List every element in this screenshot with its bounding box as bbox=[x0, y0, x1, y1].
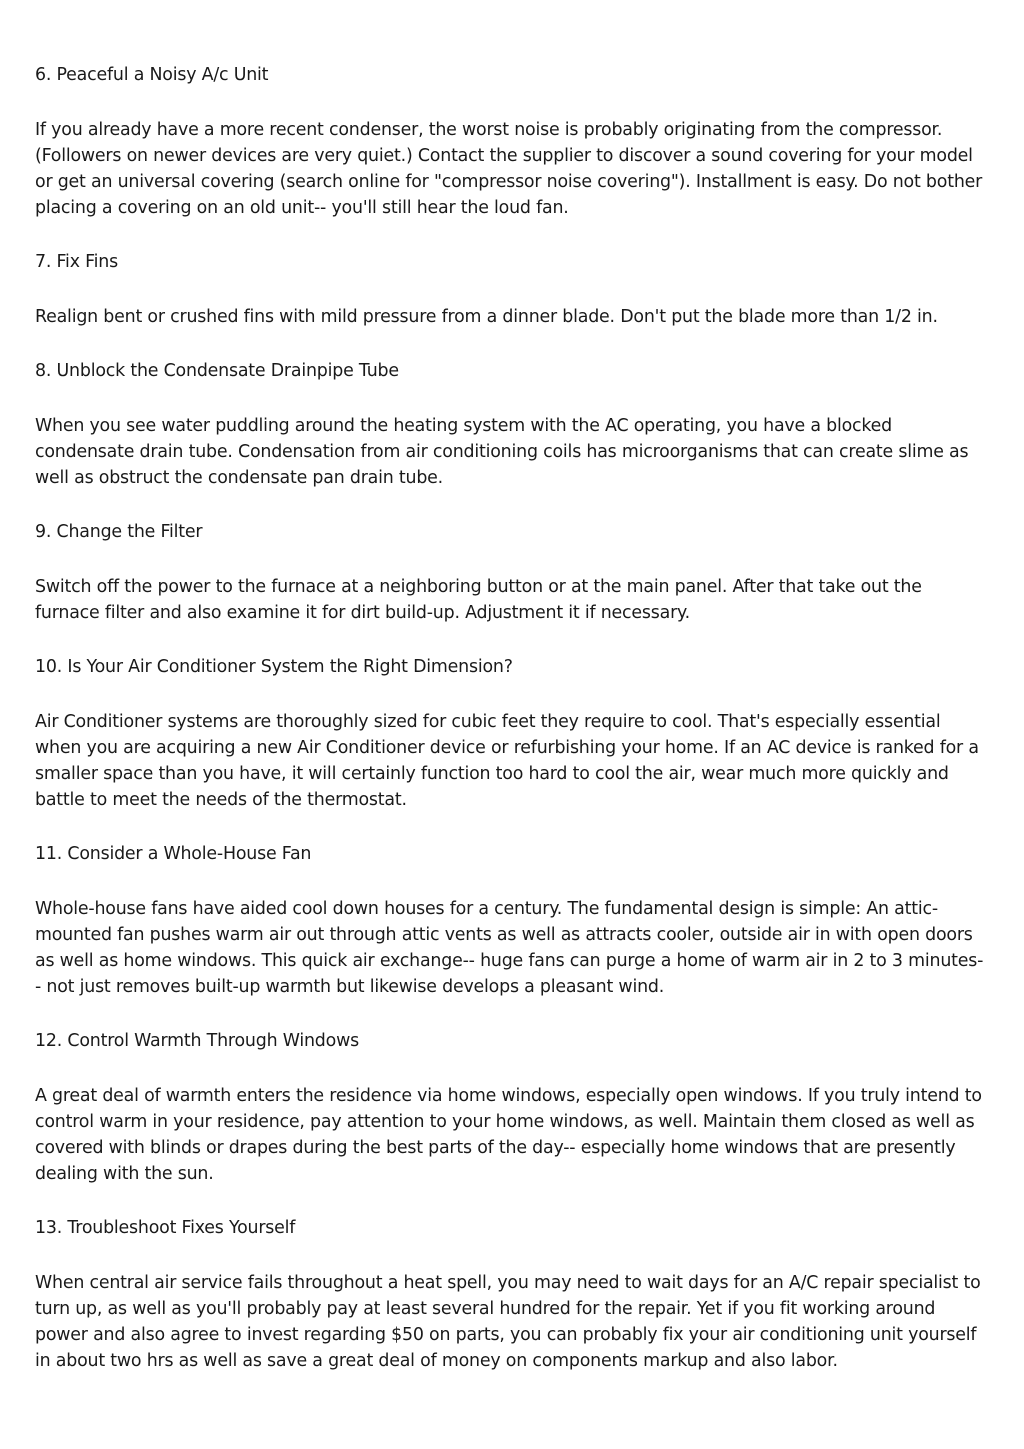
section-body-8: When you see water puddling around the heating system with the AC operating, you have a blocked condensate drain tube. Condensation from air conditioning coils has microorganisms that can create slime as well as obstruct the condensate pan drain tube. bbox=[35, 415, 969, 488]
section-body-7: Realign bent or crushed fins with mild pressure from a dinner blade. Don't put the blade more than 1/2 in. bbox=[35, 306, 938, 327]
section-body-11: Whole-house fans have aided cool down houses for a century. The fundamental design is simple: An attic-mounted fan pushes warm air out through attic vents as well as attracts cooler, outside air in with open doors as well as home windows. This quick air exchange-- huge fans can purge a home of warm air in 2 to 3 minutes-- not just removes built-up warmth but likewise develops a pleasant wind. bbox=[35, 898, 984, 997]
section-body-10: Air Conditioner systems are thoroughly sized for cubic feet they require to cool. That's especially essential when you are acquiring a new Air Conditioner device or refurbishing your home. If an AC device is ranked for a smaller space than you have, it will certainly function too hard to cool the air, wear much more quickly and battle to meet the needs of the thermostat. bbox=[35, 711, 979, 810]
section-body-9: Switch off the power to the furnace at a neighboring button or at the main panel. After that take out the furnace filter and also examine it for dirt build-up. Adjustment it if necessary. bbox=[35, 576, 922, 623]
section-heading-7: 7. Fix Fins bbox=[35, 252, 118, 272]
section-heading-12: 12. Control Warmth Through Windows bbox=[35, 1031, 359, 1051]
section-body-12: A great deal of warmth enters the residence via home windows, especially open windows. If you truly intend to control warm in your residence, pay attention to your home windows, as well. Maintain them closed as well as covered with blinds or drapes during the best parts of the day-- especially home windows that are presently dealing with the sun. bbox=[35, 1085, 982, 1184]
section-body-6: If you already have a more recent condenser, the worst noise is probably originating from the compressor. (Followers on newer devices are very quiet.) Contact the supplier to discover a sound covering for your model or get an universal covering (search online for "compressor noise covering"). Installment is easy. Do not bother placing a covering on an old unit-- you'll still hear the loud fan. bbox=[35, 119, 983, 218]
section-heading-11: 11. Consider a Whole-House Fan bbox=[35, 844, 312, 864]
section-heading-9: 9. Change the Filter bbox=[35, 522, 203, 542]
section-heading-8: 8. Unblock the Condensate Drainpipe Tube bbox=[35, 361, 399, 381]
section-heading-10: 10. Is Your Air Conditioner System the Right Dimension? bbox=[35, 657, 513, 677]
section-heading-6: 6. Peaceful a Noisy A/c Unit bbox=[35, 65, 269, 85]
section-body-13: When central air service fails throughout a heat spell, you may need to wait days for an A/C repair specialist to turn up, as well as you'll probably pay at least several hundred for the repair. Yet if you fit working around power and also agree to invest regarding $50 on parts, you can probably fix your air conditioning unit yourself in about two hrs as well as save a great deal of money on components markup and also labor. bbox=[35, 1272, 981, 1371]
section-heading-13: 13. Troubleshoot Fixes Yourself bbox=[35, 1218, 296, 1238]
document-page bbox=[35, 62, 985, 1402]
